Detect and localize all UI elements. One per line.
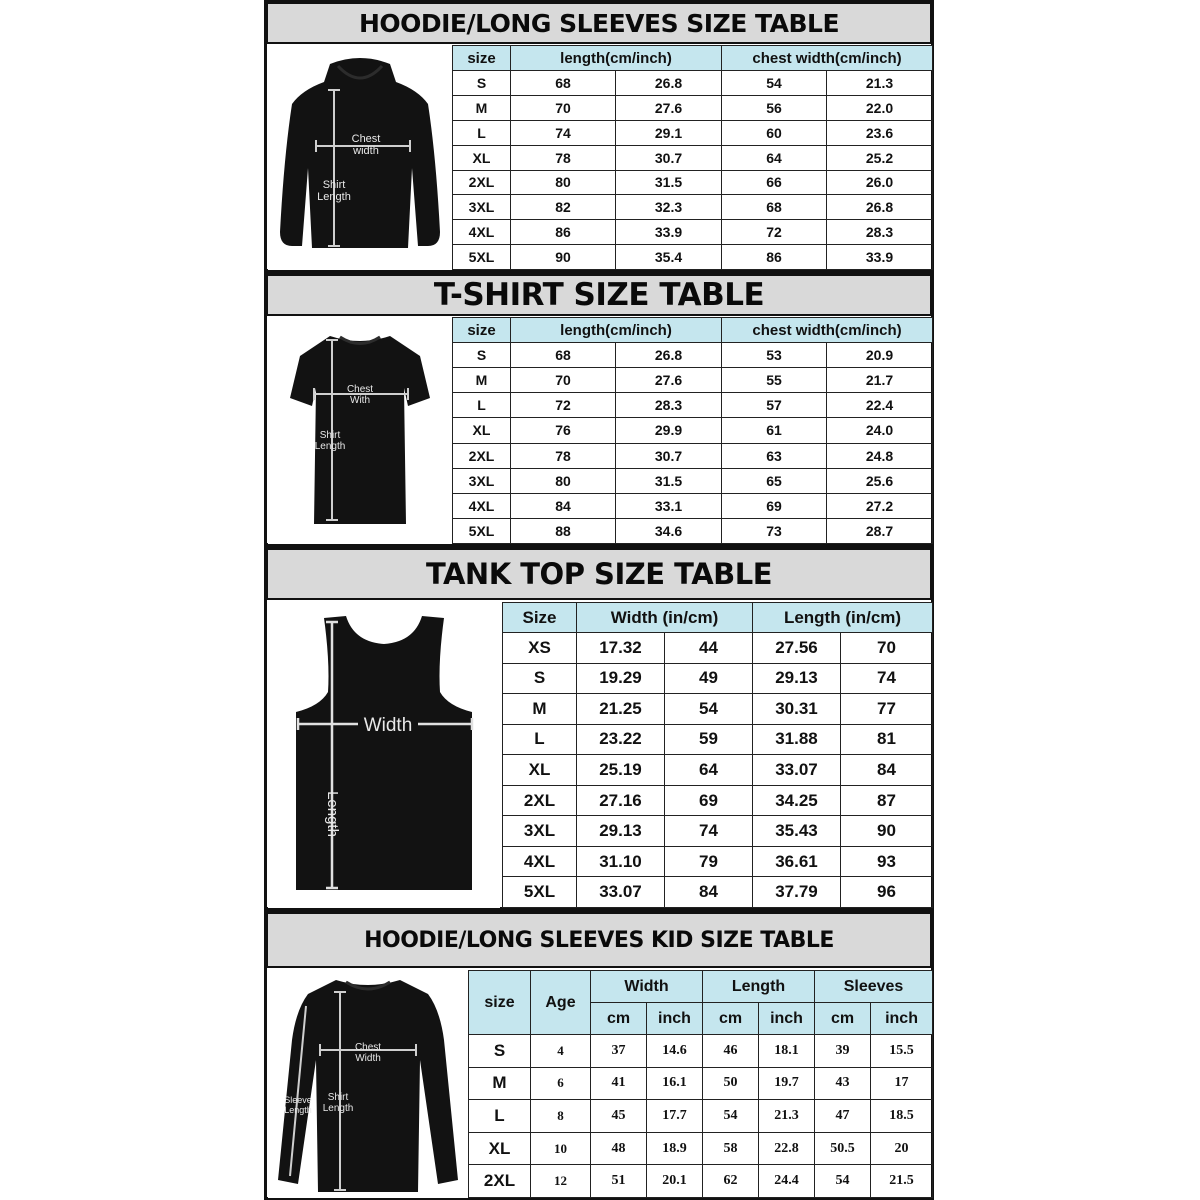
width-cm-cell: 37 [591, 1035, 647, 1068]
table-row [503, 785, 933, 816]
hoodie-title: HOODIE/LONG SLEEVES SIZE TABLE [266, 2, 932, 44]
length-inch-cell: 29.9 [616, 418, 722, 443]
length-inch-cell: 24.4 [759, 1165, 815, 1198]
size-cell: L [503, 724, 577, 755]
age-cell: 12 [531, 1165, 591, 1198]
size-cell: S [503, 663, 577, 694]
length-cm-cell: 70 [841, 633, 933, 664]
kid-chest-label: Chest [354, 1042, 382, 1053]
sleeves-cm-cell: 54 [815, 1165, 871, 1198]
chest-inch-cell: 25.6 [827, 468, 933, 493]
width-cm-cell: 49 [665, 663, 753, 694]
length-in-cell: 35.43 [753, 816, 841, 847]
age-cell: 4 [531, 1035, 591, 1068]
tshirt-table-body [453, 343, 933, 544]
sleeves-cm-header: cm [815, 1003, 871, 1035]
chest-cm-cell: 57 [722, 393, 827, 418]
length-cm-cell: 76 [511, 418, 616, 443]
chest-cm-cell: 73 [722, 518, 827, 543]
size-cell: 3XL [503, 816, 577, 847]
kid-sleeve-label-2: Length [284, 1105, 312, 1115]
length-header: length(cm/inch) [511, 318, 722, 343]
length-cm-cell: 70 [511, 95, 616, 120]
sleeves-cm-cell: 43 [815, 1067, 871, 1100]
chest-inch-cell: 27.2 [827, 493, 933, 518]
width-header: Width [591, 971, 703, 1003]
width-cm-cell: 51 [591, 1165, 647, 1198]
length-in-cell: 29.13 [753, 663, 841, 694]
tank-width-label: Width [363, 715, 413, 736]
width-cm-cell: 48 [591, 1132, 647, 1165]
size-header: size [453, 46, 511, 71]
length-inch-cell: 29.1 [616, 120, 722, 145]
tank-top-icon [268, 602, 500, 908]
length-in-cell: 27.56 [753, 633, 841, 664]
size-cell: 3XL [453, 468, 511, 493]
length-in-cell: 37.79 [753, 877, 841, 908]
size-cell: M [503, 694, 577, 725]
chest-inch-cell: 33.9 [827, 245, 933, 270]
length-inch-cell: 19.7 [759, 1067, 815, 1100]
width-in-cell: 33.07 [577, 877, 665, 908]
sleeves-inch-header: inch [871, 1003, 933, 1035]
chest-cm-cell: 68 [722, 195, 827, 220]
chest-inch-cell: 26.8 [827, 195, 933, 220]
length-cm-cell: 84 [511, 493, 616, 518]
table-row [453, 95, 933, 120]
width-cm-cell: 54 [665, 694, 753, 725]
chest-inch-cell: 28.7 [827, 518, 933, 543]
table-row [453, 443, 933, 468]
size-cell: 3XL [453, 195, 511, 220]
table-row [453, 195, 933, 220]
length-inch-cell: 32.3 [616, 195, 722, 220]
tank-table-body [503, 633, 933, 908]
length-inch-cell: 21.3 [759, 1100, 815, 1133]
tshirt-size-table [452, 317, 933, 544]
table-row [503, 694, 933, 725]
length-cm-cell: 58 [703, 1132, 759, 1165]
size-cell: L [469, 1100, 531, 1133]
chest-header: chest width(cm/inch) [722, 46, 933, 71]
width-in-cell: 29.13 [577, 816, 665, 847]
length-inch-cell: 31.5 [616, 170, 722, 195]
size-cell: 4XL [503, 846, 577, 877]
length-cm-cell: 77 [841, 694, 933, 725]
hoodie-length-label-2: Length [317, 191, 351, 203]
table-row [469, 1165, 933, 1198]
table-row [453, 120, 933, 145]
width-cm-header: cm [591, 1003, 647, 1035]
width-inch-header: inch [647, 1003, 703, 1035]
length-inch-cell: 33.9 [616, 220, 722, 245]
table-row [469, 1132, 933, 1165]
sleeves-inch-cell: 17 [871, 1067, 933, 1100]
chest-cm-cell: 60 [722, 120, 827, 145]
table-row [453, 393, 933, 418]
sleeves-inch-cell: 18.5 [871, 1100, 933, 1133]
size-cell: 5XL [453, 245, 511, 270]
age-cell: 6 [531, 1067, 591, 1100]
kid-image [268, 970, 468, 1198]
hoodie-icon [268, 46, 452, 270]
width-cm-cell: 59 [665, 724, 753, 755]
length-cm-cell: 87 [841, 785, 933, 816]
size-header: size [469, 971, 531, 1035]
chest-cm-cell: 65 [722, 468, 827, 493]
tshirt-chest-label: Chest [346, 384, 374, 395]
width-in-cell: 23.22 [577, 724, 665, 755]
length-cm-cell: 72 [511, 393, 616, 418]
size-header: Size [503, 603, 577, 633]
size-cell: XL [503, 755, 577, 786]
sleeves-header: Sleeves [815, 971, 933, 1003]
length-cm-cell: 46 [703, 1035, 759, 1068]
table-row [503, 877, 933, 908]
size-cell: M [453, 95, 511, 120]
table-row [453, 170, 933, 195]
length-cm-cell: 81 [841, 724, 933, 755]
table-row [503, 633, 933, 664]
size-cell: S [453, 71, 511, 96]
length-inch-cell: 22.8 [759, 1132, 815, 1165]
width-cm-cell: 45 [591, 1100, 647, 1133]
sleeves-inch-cell: 15.5 [871, 1035, 933, 1068]
hoodie-chest-label: Chest [351, 133, 381, 145]
length-inch-cell: 26.8 [616, 343, 722, 368]
table-row [503, 846, 933, 877]
width-cm-cell: 84 [665, 877, 753, 908]
chest-inch-cell: 26.0 [827, 170, 933, 195]
chest-inch-cell: 25.2 [827, 145, 933, 170]
chest-cm-cell: 64 [722, 145, 827, 170]
kid-shirt-label-2: Length [322, 1103, 354, 1114]
table-row [453, 245, 933, 270]
table-row [469, 1067, 933, 1100]
size-cell: 2XL [469, 1165, 531, 1198]
length-in-cell: 34.25 [753, 785, 841, 816]
length-in-cell: 33.07 [753, 755, 841, 786]
length-header: Length [703, 971, 815, 1003]
chest-cm-cell: 56 [722, 95, 827, 120]
size-cell: XS [503, 633, 577, 664]
length-inch-cell: 18.1 [759, 1035, 815, 1068]
chest-cm-cell: 66 [722, 170, 827, 195]
chest-cm-cell: 53 [722, 343, 827, 368]
chest-inch-cell: 24.0 [827, 418, 933, 443]
table-row [453, 145, 933, 170]
tshirt-icon [268, 318, 452, 544]
size-cell: 4XL [453, 493, 511, 518]
tank-title: TANK TOP SIZE TABLE [266, 548, 932, 600]
length-cm-cell: 80 [511, 468, 616, 493]
kid-chest-label-2: Width [355, 1053, 381, 1064]
age-cell: 10 [531, 1132, 591, 1165]
chest-inch-cell: 20.9 [827, 343, 933, 368]
size-cell: XL [453, 145, 511, 170]
table-row [503, 816, 933, 847]
length-cm-cell: 68 [511, 71, 616, 96]
length-cm-cell: 86 [511, 220, 616, 245]
width-cm-cell: 79 [665, 846, 753, 877]
length-inch-header: inch [759, 1003, 815, 1035]
length-inch-cell: 27.6 [616, 368, 722, 393]
length-cm-cell: 74 [841, 663, 933, 694]
table-row [469, 1035, 933, 1068]
size-cell: XL [469, 1132, 531, 1165]
width-inch-cell: 18.9 [647, 1132, 703, 1165]
length-inch-cell: 30.7 [616, 145, 722, 170]
chest-inch-cell: 21.3 [827, 71, 933, 96]
chest-inch-cell: 23.6 [827, 120, 933, 145]
width-in-cell: 19.29 [577, 663, 665, 694]
length-cm-cell: 62 [703, 1165, 759, 1198]
tshirt-image [268, 318, 452, 544]
kid-title: HOODIE/LONG SLEEVES KID SIZE TABLE [266, 912, 932, 968]
kid-table-body [469, 1035, 933, 1198]
sleeves-inch-cell: 21.5 [871, 1165, 933, 1198]
size-cell: 5XL [503, 877, 577, 908]
tank-image [268, 602, 500, 908]
kid-size-table [468, 970, 933, 1198]
width-inch-cell: 17.7 [647, 1100, 703, 1133]
hoodie-length-label: Shirt [322, 179, 346, 191]
sleeves-cm-cell: 39 [815, 1035, 871, 1068]
length-cm-cell: 88 [511, 518, 616, 543]
length-inch-cell: 31.5 [616, 468, 722, 493]
length-inch-cell: 30.7 [616, 443, 722, 468]
width-inch-cell: 20.1 [647, 1165, 703, 1198]
size-cell: M [453, 368, 511, 393]
sleeves-inch-cell: 20 [871, 1132, 933, 1165]
length-cm-cell: 80 [511, 170, 616, 195]
length-inch-cell: 35.4 [616, 245, 722, 270]
chest-cm-cell: 55 [722, 368, 827, 393]
chest-cm-cell: 69 [722, 493, 827, 518]
sleeves-cm-cell: 50.5 [815, 1132, 871, 1165]
width-in-cell: 17.32 [577, 633, 665, 664]
size-cell: XL [453, 418, 511, 443]
length-inch-cell: 27.6 [616, 95, 722, 120]
table-row [453, 368, 933, 393]
table-row [453, 343, 933, 368]
width-inch-cell: 16.1 [647, 1067, 703, 1100]
chest-cm-cell: 54 [722, 71, 827, 96]
width-cm-cell: 69 [665, 785, 753, 816]
chest-inch-cell: 22.0 [827, 95, 933, 120]
table-row [503, 724, 933, 755]
chest-header: chest width(cm/inch) [722, 318, 933, 343]
tshirt-length-label: Shirt [319, 430, 341, 441]
length-in-cell: 30.31 [753, 694, 841, 725]
length-inch-cell: 34.6 [616, 518, 722, 543]
table-row [453, 71, 933, 96]
size-cell: 5XL [453, 518, 511, 543]
tank-length-label: Length [324, 791, 341, 837]
length-in-cell: 31.88 [753, 724, 841, 755]
length-cm-cell: 90 [511, 245, 616, 270]
table-row [453, 220, 933, 245]
chest-inch-cell: 28.3 [827, 220, 933, 245]
length-cm-cell: 68 [511, 343, 616, 368]
size-cell: L [453, 120, 511, 145]
chest-inch-cell: 22.4 [827, 393, 933, 418]
length-cm-cell: 50 [703, 1067, 759, 1100]
width-cm-cell: 44 [665, 633, 753, 664]
length-in-cell: 36.61 [753, 846, 841, 877]
size-cell: 2XL [503, 785, 577, 816]
length-cm-cell: 74 [511, 120, 616, 145]
table-row [453, 468, 933, 493]
hoodie-image [268, 46, 452, 270]
kid-sleeve-label: Sleeve [284, 1095, 312, 1105]
chest-inch-cell: 24.8 [827, 443, 933, 468]
tank-size-table [502, 602, 933, 908]
width-in-cell: 27.16 [577, 785, 665, 816]
length-inch-cell: 26.8 [616, 71, 722, 96]
width-inch-cell: 14.6 [647, 1035, 703, 1068]
length-header: length(cm/inch) [511, 46, 722, 71]
tshirt-length-label-2: Length [314, 441, 346, 452]
length-cm-cell: 84 [841, 755, 933, 786]
chest-cm-cell: 61 [722, 418, 827, 443]
length-cm-header: cm [703, 1003, 759, 1035]
chest-cm-cell: 86 [722, 245, 827, 270]
length-cm-cell: 70 [511, 368, 616, 393]
length-header: Length (in/cm) [753, 603, 933, 633]
size-cell: 4XL [453, 220, 511, 245]
length-inch-cell: 33.1 [616, 493, 722, 518]
table-row [453, 518, 933, 543]
chest-cm-cell: 72 [722, 220, 827, 245]
tshirt-chest-label-2: With [350, 395, 370, 406]
long-sleeve-icon [268, 970, 468, 1198]
length-cm-cell: 96 [841, 877, 933, 908]
length-cm-cell: 54 [703, 1100, 759, 1133]
length-inch-cell: 28.3 [616, 393, 722, 418]
table-row [453, 418, 933, 443]
table-row [503, 663, 933, 694]
chest-inch-cell: 21.7 [827, 368, 933, 393]
size-header: size [453, 318, 511, 343]
length-cm-cell: 82 [511, 195, 616, 220]
chest-cm-cell: 63 [722, 443, 827, 468]
hoodie-table-body [453, 71, 933, 270]
size-cell: S [469, 1035, 531, 1068]
width-in-cell: 31.10 [577, 846, 665, 877]
hoodie-size-table [452, 45, 933, 270]
table-row [469, 1100, 933, 1133]
size-cell: 2XL [453, 443, 511, 468]
size-cell: S [453, 343, 511, 368]
table-row [453, 493, 933, 518]
length-cm-cell: 93 [841, 846, 933, 877]
width-header: Width (in/cm) [577, 603, 753, 633]
hoodie-chest-label-2: width [353, 145, 379, 157]
length-cm-cell: 90 [841, 816, 933, 847]
age-header: Age [531, 971, 591, 1035]
width-cm-cell: 41 [591, 1067, 647, 1100]
tshirt-title: T-SHIRT SIZE TABLE [266, 274, 932, 316]
width-cm-cell: 74 [665, 816, 753, 847]
table-row [503, 755, 933, 786]
width-in-cell: 25.19 [577, 755, 665, 786]
size-cell: M [469, 1067, 531, 1100]
length-cm-cell: 78 [511, 443, 616, 468]
kid-shirt-label: Shirt [327, 1092, 349, 1103]
age-cell: 8 [531, 1100, 591, 1133]
size-cell: L [453, 393, 511, 418]
width-in-cell: 21.25 [577, 694, 665, 725]
sleeves-cm-cell: 47 [815, 1100, 871, 1133]
length-cm-cell: 78 [511, 145, 616, 170]
width-cm-cell: 64 [665, 755, 753, 786]
size-cell: 2XL [453, 170, 511, 195]
